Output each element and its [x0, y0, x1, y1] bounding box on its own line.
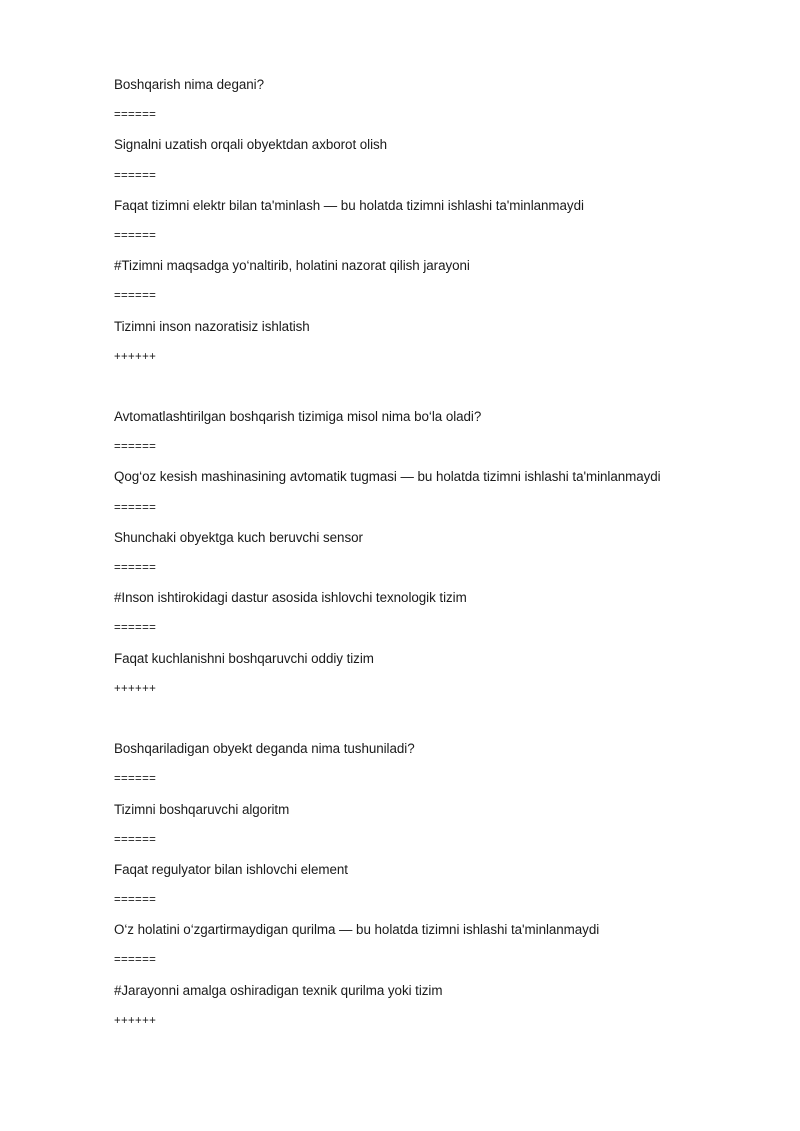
correct-answer-option: #Tizimni maqsadga yo‘naltirib, holatini nazorat qilish jarayoni: [114, 258, 470, 274]
separator: ======: [114, 109, 157, 122]
block-gap: [114, 708, 754, 738]
question-text: Boshqarish nima degani?: [114, 77, 264, 92]
answer-option: Faqat kuchlanishni boshqaruvchi oddiy tizim: [114, 650, 374, 666]
separator: ======: [114, 441, 157, 454]
separator: ======: [114, 169, 157, 182]
separator: ======: [114, 501, 157, 514]
correct-answer-option: #Inson ishtirokidagi dastur asosida ishlovchi texnologik tizim: [114, 590, 467, 606]
block-terminator: ++++++: [114, 350, 157, 363]
separator: ======: [114, 622, 157, 635]
block-terminator: ++++++: [114, 1014, 157, 1027]
answer-option: O‘z holatini o‘zgartirmaydigan qurilma — bu holatda tizimni ishlashi ta'minlanmaydi: [114, 922, 600, 938]
separator: ======: [114, 562, 157, 574]
separator: ======: [114, 229, 157, 242]
separator: ======: [114, 290, 157, 303]
answer-option: Faqat regulyator bilan ishlovchi element: [114, 861, 348, 877]
separator: ======: [114, 773, 157, 786]
answer-option: Signalni uzatish orqali obyektdan axborot olish: [114, 137, 388, 153]
answer-option: Tizimni inson nazoratisiz ishlatish: [114, 318, 310, 334]
separator: ======: [114, 894, 157, 907]
separator: ======: [114, 833, 157, 846]
question-block: [114, 738, 754, 1040]
block-terminator: ++++++: [114, 682, 157, 695]
question-list: [114, 74, 754, 1040]
answer-option: Tizimni boshqaruvchi algoritm: [114, 801, 290, 817]
separator: ======: [114, 954, 157, 967]
question-block: [114, 406, 754, 708]
question-text: Avtomatlashtirilgan boshqarish tizimiga misol nima bo‘la oladi?: [114, 409, 482, 425]
block-gap: [114, 376, 754, 406]
answer-option: Faqat tizimni elektr bilan ta'minlash — bu holatda tizimni ishlashi ta'minlanmaydi: [114, 197, 584, 213]
correct-answer-option: #Jarayonni amalga oshiradigan texnik qurilma yoki tizim: [114, 982, 443, 998]
answer-option: Qog‘oz kesish mashinasining avtomatik tugmasi — bu holatda tizimni ishlashi ta'minlanmaydi: [114, 469, 661, 485]
question-text: Boshqariladigan obyekt deganda nima tushuniladi?: [114, 741, 415, 757]
answer-option: Shunchaki obyektga kuch beruvchi sensor: [114, 529, 363, 545]
question-block: [114, 74, 754, 376]
